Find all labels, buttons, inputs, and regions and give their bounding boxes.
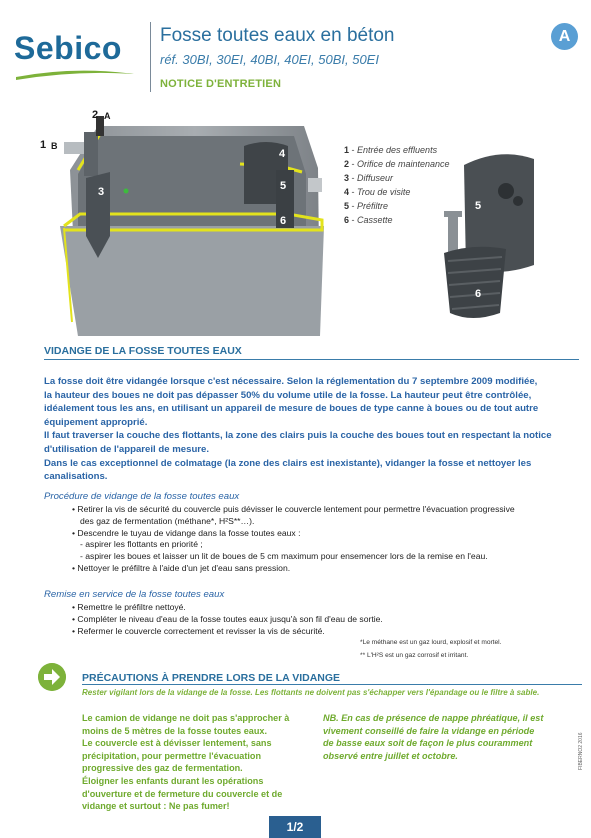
logo-swoosh-icon bbox=[14, 68, 136, 82]
callout-a: A bbox=[104, 111, 111, 121]
list-item: • Refermer le couvercle correctement et revisser la vis de sécurité. bbox=[72, 625, 325, 636]
list-item: - aspirer les boues et laisser un lit de boues de 5 cm maximum pour ensemencer lors de la remise en l'eau. bbox=[80, 551, 488, 562]
precautions-rule bbox=[82, 684, 582, 685]
logo-text: Sebico bbox=[14, 30, 122, 66]
parts-illustration bbox=[438, 145, 548, 335]
precautions-title: PRÉCAUTIONS À PRENDRE LORS DE LA VIDANGE bbox=[82, 672, 341, 684]
sebico-logo bbox=[14, 22, 134, 78]
footnote-methane: *Le méthane est un gaz lourd, explosif et mortel. bbox=[360, 639, 502, 646]
list-item: • Compléter le niveau d'eau de la fosse toutes eaux jusqu'à son fil d'eau de sortie. bbox=[72, 613, 383, 624]
callout-b: B bbox=[51, 141, 58, 151]
list-item: • Descendre le tuyau de vidange dans la fosse toutes eaux : bbox=[72, 527, 301, 538]
list-item: • Nettoyer le préfiltre à l'aide d'un jet d'eau sans pression. bbox=[72, 562, 291, 573]
legend-item: 4 - Trou de visite bbox=[344, 187, 411, 197]
procedure-list bbox=[72, 504, 515, 575]
header-divider bbox=[150, 22, 151, 92]
section-badge: A bbox=[551, 23, 578, 50]
callout-1: 1 bbox=[40, 139, 47, 151]
legend-item: 1 - Entrée des effluents bbox=[344, 145, 438, 155]
list-item: - aspirer les flottants en priorité ; bbox=[80, 539, 203, 550]
callout-2: 2 bbox=[92, 109, 99, 121]
callout-5: 5 bbox=[280, 180, 287, 192]
precautions-left: Le camion de vidange ne doit pas s'approcher à moins de 5 mètres de la fosse toutes eaux. Le couvercle est à dévisser lentement, sans précipitation, pour permettre l'évacuation progressive des gaz de fermentation. Éloigner les enfants durant les opérations d'ouverture et de fermeture du couvercle et de vidange et surtout : Ne pas fumer! bbox=[82, 713, 290, 812]
legend-item: 3 - Diffuseur bbox=[344, 173, 394, 183]
section-rule bbox=[44, 359, 579, 360]
procedure-title: Procédure de vidange de la fosse toutes eaux bbox=[44, 491, 240, 502]
footnote-h2s: ** L'H²S est un gaz corrosif et irritant. bbox=[360, 652, 469, 659]
reference-line: réf. 30BI, 30EI, 40BI, 40EI, 50BI, 50EI bbox=[160, 52, 379, 67]
legend-item: 6 - Cassette bbox=[344, 215, 393, 225]
list-item: • Retirer la vis de sécurité du couvercle puis dévisser le couvercle lentement pour permettre l'évacuation progressive bbox=[72, 504, 515, 514]
fiche-code: FIBERNO2 2016 bbox=[578, 732, 584, 770]
legend-item: 5 - Préfiltre bbox=[344, 201, 389, 211]
callout-4: 4 bbox=[279, 148, 286, 160]
legend-item: 2 - Orifice de maintenance bbox=[344, 159, 450, 169]
remise-list bbox=[72, 602, 383, 637]
precautions-right: NB. En cas de présence de nappe phréatique, il est vivement conseillé de faire la vidange en période de basse eaux soit de façon le plus couramment observé entre juillet et octobre. bbox=[323, 713, 544, 761]
precautions-subtitle: Rester vigilant lors de la vidange de la fosse. Les flottants ne doivent pas s'échapper vers l'épandage ou le filtre à sable. bbox=[82, 688, 540, 697]
section-title: VIDANGE DE LA FOSSE TOUTES EAUX bbox=[44, 345, 242, 357]
intro-text: La fosse doit être vidangée lorsque c'est nécessaire. Selon la réglementation du 7 septembre 2009 modifiée, la hauteur des boues ne doit pas dépasser 50% du volume utile de la fosse. La hauteur peut être contrôlée, idéalement tous les ans, en utilisant un appareil de mesure de boues de type canne à boues ou de tout autre équipement approprié. Il faut traverser la couche des flottants, la zone des clairs puis la couche des boues tout en respectant la notice d'utilisation de l'appareil de mesure. Dans le cas exceptionnel de colmatage (la zone des clairs est inexistante), vidanger la fosse et nettoyer les canalisations. bbox=[44, 376, 552, 483]
tank-illustration bbox=[40, 108, 340, 344]
notice-label: NOTICE D'ENTRETIEN bbox=[160, 78, 282, 90]
parts-callout-6: 6 bbox=[475, 288, 482, 300]
callout-6: 6 bbox=[280, 215, 287, 227]
arrow-right-icon bbox=[38, 663, 66, 691]
remise-title: Remise en service de la fosse toutes eaux bbox=[44, 589, 225, 600]
page-number: 1/2 bbox=[269, 816, 321, 838]
callout-3: 3 bbox=[98, 186, 105, 198]
parts-callout-5: 5 bbox=[475, 200, 482, 212]
list-item: des gaz de fermentation (méthane*, H²S**…). bbox=[80, 515, 255, 526]
legend bbox=[344, 143, 450, 227]
page-title: Fosse toutes eaux en béton bbox=[160, 25, 395, 46]
list-item: • Remettre le préfiltre nettoyé. bbox=[72, 602, 186, 612]
